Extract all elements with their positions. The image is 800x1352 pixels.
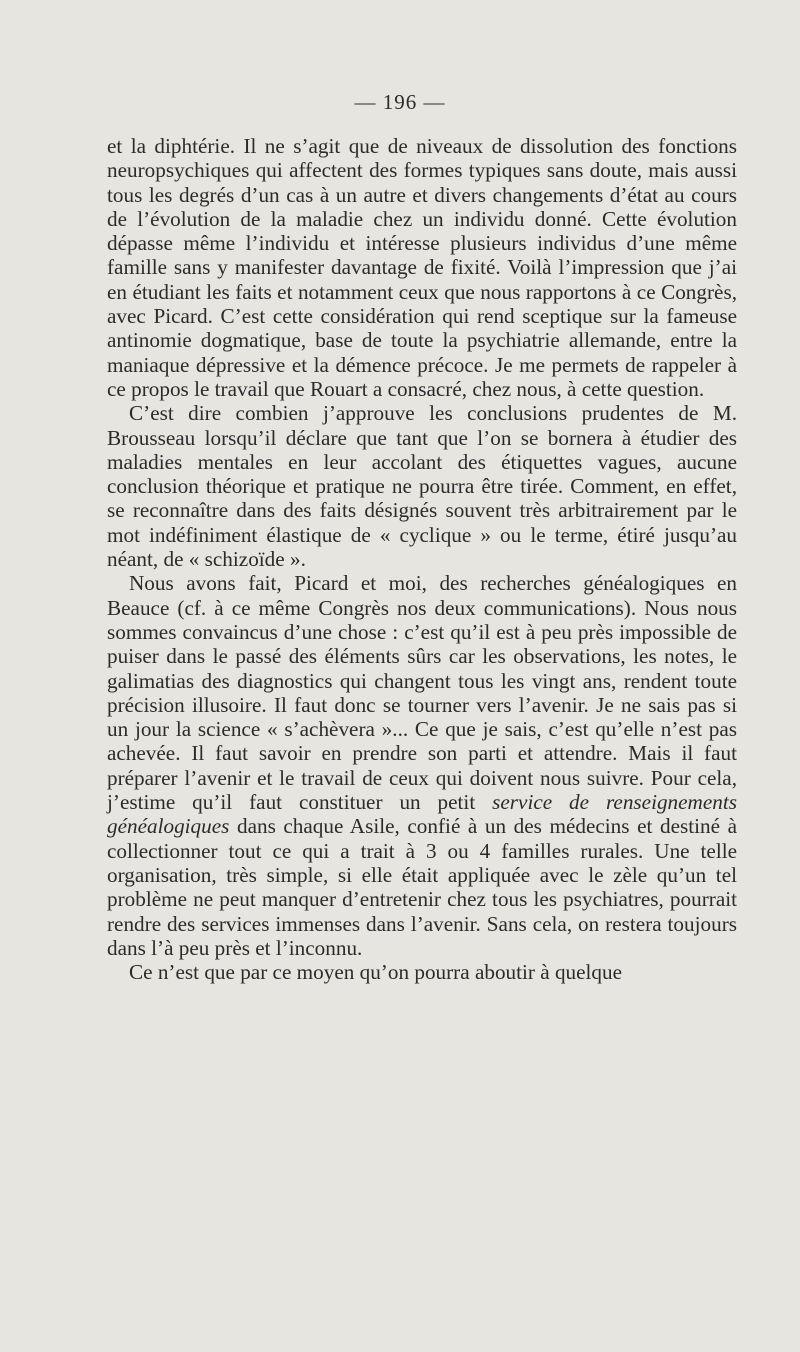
body-text [107, 134, 737, 984]
paragraph-3 [107, 571, 737, 960]
paragraph-3-text-before: Nous avons fait, Picard et moi, des recherches généalogiques en Beauce (cf. à ce même Congrès nos deux communications). Nous nous sommes convaincus d’une chose : c’est qu’il est à peu près impossible de puiser dans le passé des éléments sûrs car les observations, les notes, le galimatias des diagnostics qui changent tous les vingt ans, rendent toute précision illusoire. Il faut donc se tourner vers l’avenir. Je ne sais pas si un jour la science « s’achèvera »... Ce que je sais, c’est qu’elle n’est pas achevée. Il faut savoir en prendre son parti et attendre. Mais il faut préparer l’avenir et le travail de ceux qui doivent nous suivre. Pour cela, j’estime qu’il faut constituer un petit [107, 571, 737, 815]
paragraph-2: C’est dire combien j’approuve les conclusions prudentes de M. Brousseau lorsqu’il déclare que tant que l’on se bornera à étudier des maladies mentales en leur accolant des étiquettes vagues, aucune conclusion théorique et pratique ne pourra être tirée. Comment, en effet, se reconnaître dans des faits désignés souvent très arbitrairement par le mot indéfiniment élastique de « cyclique » ou le terme, étiré jusqu’au néant, de « schizoïde ». [107, 401, 737, 572]
paragraph-1: et la diphtérie. Il ne s’agit que de niveaux de dissolution des fonctions neuropsychiques qui affectent des formes typiques sans doute, mais aussi tous les degrés d’un cas à un autre et divers changements d’état au cours de l’évolution de la maladie chez un individu donné. Cette évolution dépasse même l’individu et intéresse plusieurs individus d’une même famille sans y manifester davantage de fixité. Voilà l’impression que j’ai en étudiant les faits et notamment ceux que nous rapportons à ce Congrès, avec Picard. C’est cette considération qui rend sceptique sur la fameuse antinomie dogmatique, base de toute la psychiatrie allemande, entre la maniaque dépressive et la démence précoce. Je me permets de rappeler à ce propos le travail que Rouart a consacré, chez nous, à cette question. [107, 134, 737, 401]
paragraph-3-emphasis: service de renseignements généalogiques [107, 790, 737, 839]
paragraph-4: Ce n’est que par ce moyen qu’on pourra aboutir à quelque [129, 960, 623, 985]
page-number: — 196 — [354, 90, 446, 114]
paragraph-3-text-after: dans chaque Asile, confié à un des médecins et destiné à collectionner tout ce qui a trait à 3 ou 4 familles rurales. Une telle organisation, très simple, si elle était appliquée avec le zèle qu’un tel problème ne peut manquer d’entretenir chez tous les psychiatres, pourrait rendre des services immenses dans l’avenir. Sans cela, on restera toujours dans l’à peu près et l’inconnu. [107, 814, 737, 960]
